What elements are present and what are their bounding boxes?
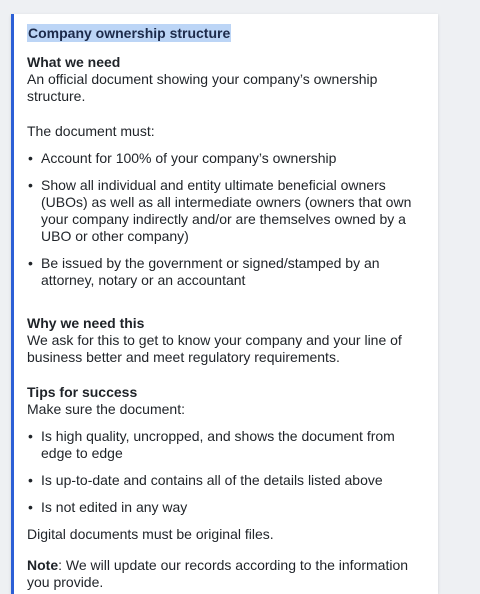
tips-list [27, 428, 426, 516]
digital-documents-text: Digital documents must be original files. [27, 526, 274, 542]
why-section [27, 315, 426, 366]
bullet-icon: • [28, 255, 33, 271]
document-must-list [27, 150, 426, 289]
tips-heading: Tips for success [27, 384, 138, 400]
why-text: We ask for this to get to know your company and your line of business better and meet regulatory requirements. [27, 332, 402, 365]
what-we-need-heading: What we need [27, 54, 121, 70]
bullet-icon: • [28, 428, 33, 444]
list-item: • Account for 100% of your company’s ownership [28, 150, 337, 166]
list-item: • Show all individual and entity ultimate beneficial owners (UBOs) as well as all intermediate owners (owners that own your company indirectly and/or are themselves owned by a UBO or other company) [28, 177, 412, 244]
tips-section [27, 384, 426, 516]
what-we-need-text: An official document showing your company’s ownership structure. [27, 71, 378, 104]
list-item: • Is high quality, uncropped, and shows the document from edge to edge [28, 428, 395, 461]
list-item: • Is not edited in any way [28, 499, 188, 515]
requirements-card [11, 14, 438, 594]
bullet-icon: • [28, 499, 33, 515]
document-must-section [27, 123, 426, 289]
document-must-intro: The document must: [27, 123, 155, 139]
what-we-need-section [27, 54, 426, 105]
note-body: : We will update our records according to the information you provide. [27, 557, 409, 590]
note-label: Note [27, 557, 59, 573]
bullet-icon: • [28, 177, 33, 193]
bullet-icon: • [28, 472, 33, 488]
bullet-icon: • [28, 150, 33, 166]
tips-intro: Make sure the document: [27, 401, 185, 417]
page-title: Company ownership structure [28, 25, 231, 41]
why-heading: Why we need this [27, 315, 145, 331]
list-item: • Be issued by the government or signed/stamped by an attorney, notary or an accountant [28, 255, 380, 288]
list-item: • Is up-to-date and contains all of the details listed above [28, 472, 383, 488]
note-text [27, 557, 426, 591]
